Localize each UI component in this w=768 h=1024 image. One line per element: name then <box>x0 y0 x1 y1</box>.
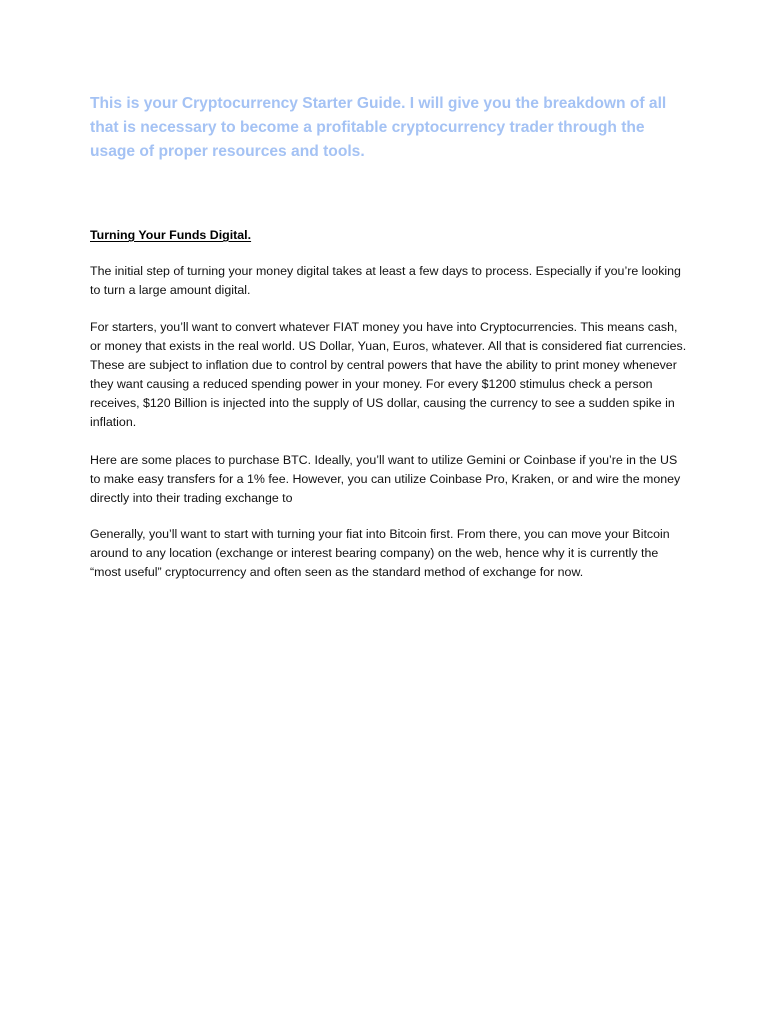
section-heading: Turning Your Funds Digital. <box>90 228 252 242</box>
intro-text: This is your Cryptocurrency Starter Guide. I will give you the breakdown of all that is necessary to become a profitable cryptocurrency trader through the usage of proper resources and tools. <box>90 95 667 160</box>
paragraph-process-time: The initial step of turning your money digital takes at least a few days to process. Especially if you’re looking to turn a large amount digital. <box>90 264 681 297</box>
paragraph-bitcoin-first: Generally, you’ll want to start with turning your fiat into Bitcoin first. From there, you can move your Bitcoin around to any location (exchange or interest bearing company) on the web, hence why it is currently the “most useful” cryptocurrency and often seen as the standard method of exchange for now. <box>90 527 670 579</box>
paragraph-fiat-conversion: For starters, you’ll want to convert whatever FIAT money you have into Cryptocurrencies. This means cash, or money that exists in the real world. US Dollar, Yuan, Euros, whatever. All that is considered fiat currencies. These are subject to inflation due to control by central powers that have the ability to print money whenever they want causing a reduced spending power in your money. For every $1200 stimulus check a person receives, $120 Billion is injected into the supply of US dollar, causing the currency to see a sudden spike in inflation. <box>90 320 687 429</box>
paragraph-purchase-places: Here are some places to purchase BTC. Ideally, you’ll want to utilize Gemini or Coinbase if you’re in the US to make easy transfers for a 1% fee. However, you can utilize Coinbase Pro, Kraken, or and wire the money directly into their trading exchange to <box>90 453 681 505</box>
